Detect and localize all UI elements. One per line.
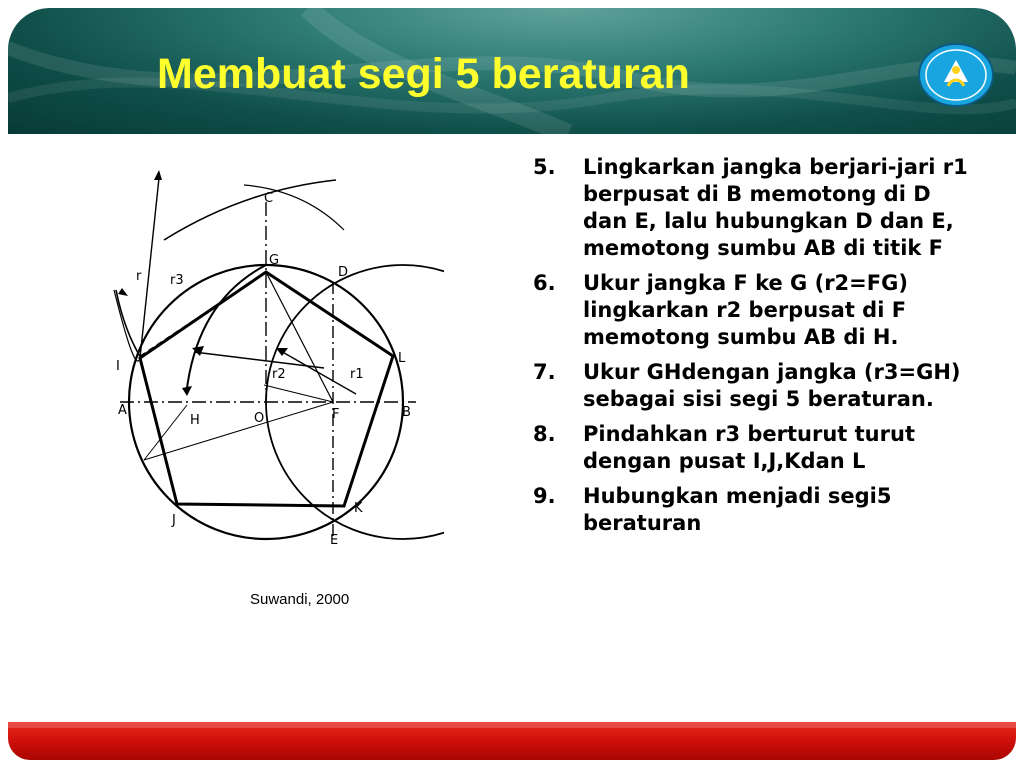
label-g: G xyxy=(269,253,280,268)
label-f: F xyxy=(332,407,340,422)
arrow-r1 xyxy=(279,350,356,394)
step-text: Lingkarkan jangka berjari-jari r1 berpusat di B memotong di D dan E, lalu hubungkan D dan E, memotong sumbu AB di titik F xyxy=(583,155,968,260)
label-r3: r3 xyxy=(170,273,184,288)
construction-steps xyxy=(533,154,973,545)
arrowhead-top xyxy=(154,170,162,180)
arc-c-right xyxy=(244,185,344,230)
step-text: Ukur GHdengan jangka (r3=GH) sebagai sisi segi 5 beraturan. xyxy=(583,360,961,411)
pentagon-construction-diagram xyxy=(104,160,444,560)
step-text: Pindahkan r3 berturut turut dengan pusat I,J,Kdan L xyxy=(583,422,915,473)
step-number: 8. xyxy=(533,422,556,446)
arrowhead-left xyxy=(118,288,128,296)
label-b: B xyxy=(402,405,411,420)
arrow-r2 xyxy=(194,352,324,368)
label-i: I xyxy=(116,359,120,374)
label-r1-top: r xyxy=(136,269,142,284)
label-a: A xyxy=(118,403,127,418)
step-5 xyxy=(533,154,973,262)
step-number: 5. xyxy=(533,155,556,179)
step-number: 9. xyxy=(533,484,556,508)
source-caption: Suwandi, 2000 xyxy=(250,591,350,608)
step-8 xyxy=(533,421,973,475)
slide-title: Membuat segi 5 beraturan xyxy=(157,50,690,98)
label-k: K xyxy=(354,501,363,516)
tut-wuri-handayani-logo xyxy=(916,42,996,108)
label-d: D xyxy=(338,265,349,280)
arrowhead-h xyxy=(182,386,192,396)
label-c: C xyxy=(264,191,274,206)
line-f-h xyxy=(144,405,187,460)
arc-left xyxy=(116,290,141,358)
footer-highlight xyxy=(8,722,1016,728)
label-h: H xyxy=(190,413,200,428)
label-l: L xyxy=(398,351,406,366)
label-o: O xyxy=(254,411,265,426)
step-number: 7. xyxy=(533,360,556,384)
step-number: 6. xyxy=(533,271,556,295)
label-j: J xyxy=(172,513,176,528)
label-r1: r1 xyxy=(350,367,364,382)
step-text: Hubungkan menjadi segi5 beraturan xyxy=(583,484,892,535)
line-r1 xyxy=(264,385,333,402)
step-7 xyxy=(533,359,973,413)
label-e: E xyxy=(330,533,339,548)
line-o-left xyxy=(144,402,333,460)
label-r2: r2 xyxy=(272,367,286,382)
step-text: Ukur jangka F ke G (r2=FG) lingkarkan r2 berpusat di F memotong sumbu AB di H. xyxy=(583,271,908,349)
arc-c-left xyxy=(164,180,336,240)
step-9 xyxy=(533,483,973,537)
step-6 xyxy=(533,270,973,351)
